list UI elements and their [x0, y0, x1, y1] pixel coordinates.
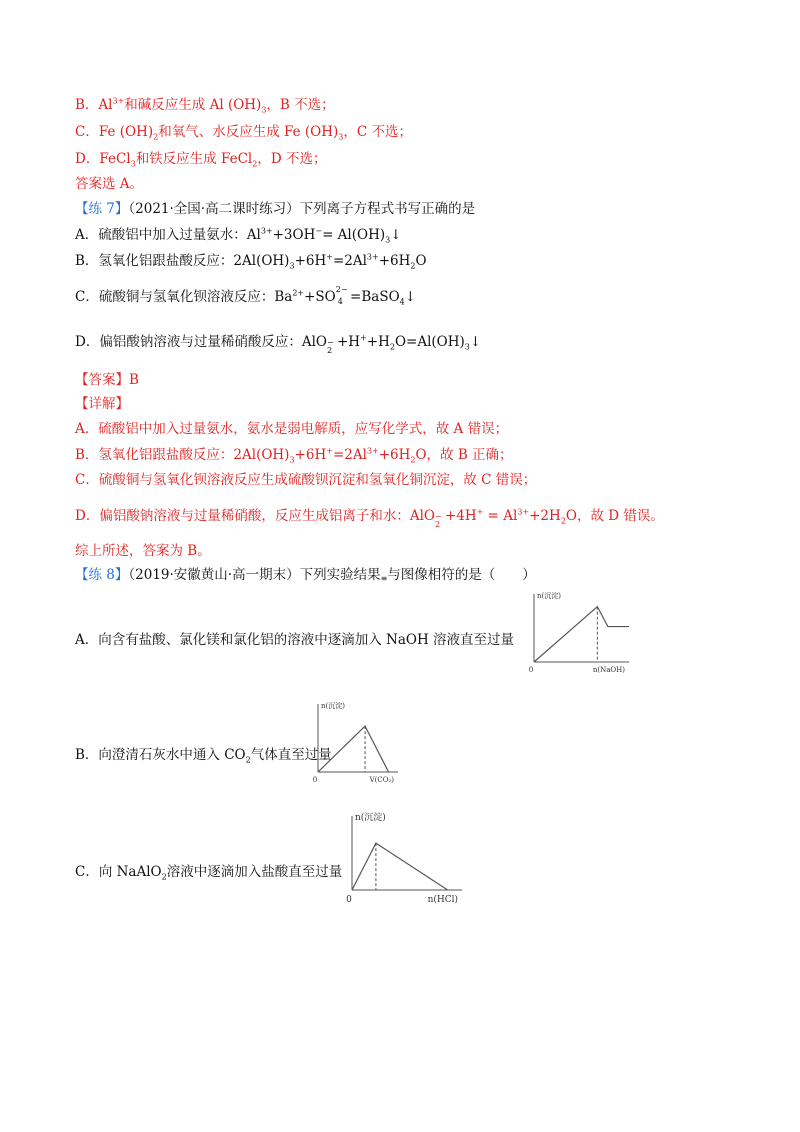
prev-answer: 答案选 A。: [75, 176, 144, 192]
chart-0-xlabel: n(NaOH): [592, 666, 625, 674]
prev-explanation-c: C．Fe $(OH)_2$和氧气、水反应生成 Fe $(OH)_3$，C 不选；: [75, 124, 413, 142]
q7-option-d: D．偏铝酸钠溶液与过量稀硝酸反应：AlO − 2 $+H^++H_2O=Al(OH)_3↓$: [75, 333, 482, 355]
chart-c: [340, 810, 470, 914]
q7-stem: 【练 7】（2021·全国·高二课时练习）下列离子方程式书写正确的是: [75, 201, 476, 217]
chart-2-ylabel: n(沉淀): [355, 813, 386, 823]
q7-option-a: A．硫酸铝中加入过量氨水：$Al^{3+}+3OH^-=$ $Al(OH)_3↓$: [75, 226, 402, 245]
q8-tag: 【练 8】: [75, 567, 129, 583]
q7-detail-b: B．氢氧化铝跟盐酸反应：$2Al(OH)_3+6H^+=2Al^{3+}+6H_2O$，故 B 正确；: [75, 446, 513, 465]
chart-1-origin-label: 0: [312, 776, 318, 784]
chart-c-svg: [340, 810, 470, 914]
chart-1-xlabel: V(CO₂): [369, 776, 394, 784]
chart-b-svg: [312, 700, 410, 782]
chart-0-series-line: [534, 607, 629, 662]
q8-option-c: C．向 NaAlO$_2$溶液中逐滴加入盐酸直至过量: [75, 864, 343, 882]
q8-option-a: A．向含有盐酸、氯化镁和氯化铝的溶液中逐滴加入 NaOH 溶液直至过量: [75, 632, 515, 648]
q7-summary: 综上所述，答案为 B。: [75, 543, 211, 559]
chart-0-origin-label: 0: [528, 666, 534, 674]
chart-a-svg: [522, 590, 642, 672]
q7-detail-d: D．偏铝酸钠溶液与过量稀硝酸，反应生成铝离子和水：AlO − 2 $+4H^+ = Al^{3+}+2H_2O$，故 D 错误。: [75, 507, 664, 529]
chart-0-ylabel: n(沉淀): [537, 592, 561, 600]
q7-tag: 【练 7】: [75, 201, 129, 217]
q7-answer: 【答案】B: [75, 372, 139, 388]
chart-b: [312, 700, 410, 782]
q7-detail-c: C．硫酸铜与氢氧化钡溶液反应生成硫酸钡沉淀和氢氧化铜沉淀，故 C 错误；: [75, 472, 537, 488]
chart-1-series-line: [318, 726, 389, 772]
chart-2-series-line: [352, 843, 448, 890]
chart-1-ylabel: n(沉淀): [321, 702, 345, 710]
chart-2-origin-label: 0: [346, 895, 352, 905]
chart-a: [522, 590, 642, 672]
prev-explanation-b: B．$Al^{3+}$和碱反应生成 Al $(OH)_3$，B 不选；: [75, 96, 335, 115]
q7-detail-a: A．硫酸铝中加入过量氨水，氨水是弱电解质，应写化学式，故 A 错误；: [75, 421, 509, 437]
q7-option-c: C．硫酸铜与氢氧化钡溶液反应：$Ba^{2+}+SO$ 2− 4 =BaSO$_4$↓: [75, 285, 417, 307]
q8-stem: 【练 8】（2019·安徽黄山·高一期末）下列实验结果≡与图像相符的是（ ）: [75, 567, 536, 583]
chart-2-xlabel: n(HCl): [427, 895, 458, 905]
prev-explanation-d: D．FeCl$_3$和铁反应生成 FeCl$_2$，D 不选；: [75, 151, 327, 169]
q7-option-b: B．氢氧化铝跟盐酸反应：$2Al(OH)_3+6H^+=2Al^{3+}+6H_2O$: [75, 252, 427, 271]
q7-detail-label: 【详解】: [75, 396, 129, 412]
q8-option-b: B．向澄清石灰水中通入 $CO_2$气体直至过量: [75, 747, 332, 765]
